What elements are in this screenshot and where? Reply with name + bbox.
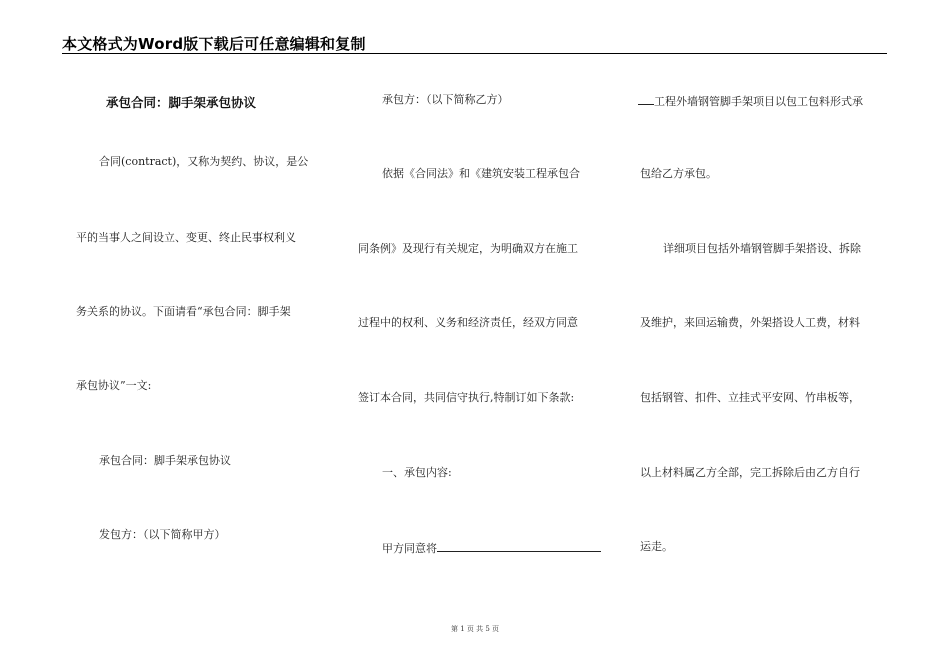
fill-in-line bbox=[382, 540, 601, 556]
paragraph-line: 依据《合同法》和《建筑安装工程承包合 bbox=[382, 167, 580, 180]
paragraph-line: 平的当事人之间设立、变更、终止民事权利义 bbox=[76, 231, 296, 244]
fill-in-blank bbox=[638, 93, 654, 105]
paragraph-line: 详细项目包括外墙钢管脚手架搭设、拆除 bbox=[663, 242, 861, 255]
document-header-title: 本文格式为Word版下载后可任意编辑和复制 bbox=[62, 35, 366, 53]
contract-title: 承包合同：脚手架承包协议 bbox=[106, 95, 257, 110]
fill-in-label: 甲方同意将 bbox=[382, 542, 437, 555]
paragraph-line: 承包方：（以下简称乙方） bbox=[382, 93, 509, 106]
paragraph-line: 包括钢管、扣件、立挂式平安网、竹串板等， bbox=[640, 391, 860, 404]
paragraph-line: 发包方：（以下简称甲方） bbox=[99, 528, 226, 541]
paragraph-line: 承包合同：脚手架承包协议 bbox=[99, 454, 231, 467]
fill-in-line bbox=[638, 93, 863, 109]
section-heading: 一、承包内容: bbox=[382, 466, 452, 479]
header-divider bbox=[62, 53, 887, 54]
paragraph-line: 包给乙方承包。 bbox=[640, 167, 717, 180]
paragraph-line: 同条例》及现行有关规定，为明确双方在施工 bbox=[358, 242, 578, 255]
page-number: 第 1 页 共 5 页 bbox=[450, 625, 500, 633]
paragraph-line: 运走。 bbox=[640, 540, 673, 553]
paragraph-line: 过程中的权利、义务和经济责任，经双方同意 bbox=[358, 316, 578, 329]
paragraph-text: 工程外墙钢管脚手架项目以包工包料形式承 bbox=[654, 95, 863, 108]
paragraph-line: 承包协议”一文: bbox=[76, 379, 152, 392]
paragraph-line: 签订本合同，共同信守执行,特制订如下条款: bbox=[358, 391, 575, 404]
paragraph-line: 合同(contract)，又称为契约、协议，是公 bbox=[99, 155, 309, 168]
paragraph-line: 务关系的协议。下面请看“承包合同：脚手架 bbox=[76, 305, 291, 318]
paragraph-line: 以上材料属乙方全部，完工拆除后由乙方自行 bbox=[640, 466, 860, 479]
fill-in-blank bbox=[437, 540, 601, 552]
paragraph-line: 及维护，来回运输费，外架搭设人工费，材料 bbox=[640, 316, 860, 329]
